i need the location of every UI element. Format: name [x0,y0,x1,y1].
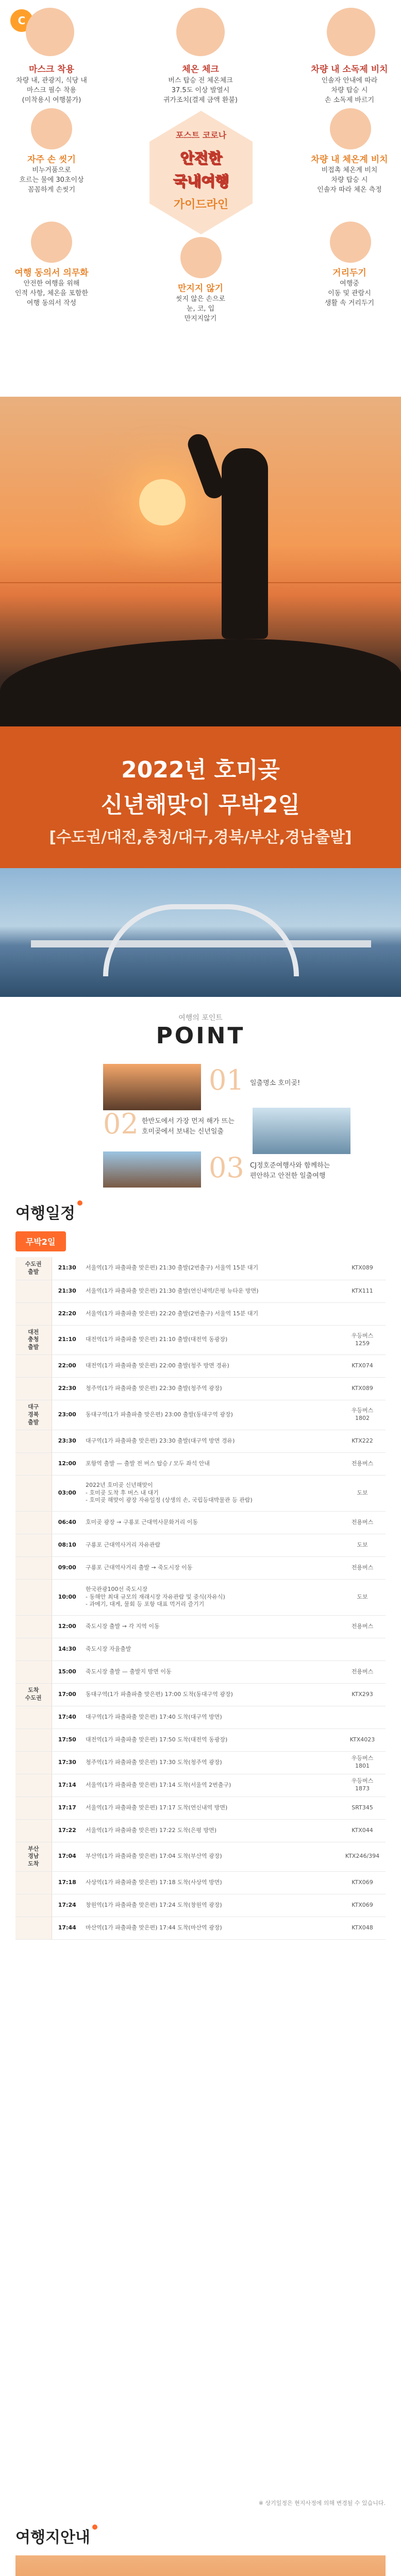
schedule-location [15,1872,52,1894]
schedule-location [15,1819,52,1842]
points-eyebrow: 여행의 포인트 [178,1014,223,1022]
no-touch-icon [180,237,222,278]
schedule-description: 부산역(1가 파출파출 맞은편) 17:04 도착(부산역 광장) [82,1842,339,1872]
schedule-transport: 전용버스 [339,1452,386,1475]
schedule-row [15,1355,386,1378]
schedule-description: 한국관광100선 죽도시장 - 동해안 최대 규모의 재래시장 자유관람 및 중식(자유식) - 과메기, 대게, 물회 등 포항 대표 먹거리 즐기기 [82,1579,339,1615]
guideline-title-3: 가이드라인 [173,198,229,211]
schedule-row [15,1894,386,1917]
schedule-transport: 전용버스 [339,1556,386,1579]
schedule-time: 22:20 [52,1302,82,1325]
schedule-transport: 도보 [339,1579,386,1615]
schedule-time: 09:00 [52,1556,82,1579]
schedule-time: 15:00 [52,1660,82,1683]
safety-title: 차량 내 체온계 비치 [311,155,388,165]
schedule-transport: KTX044 [339,1819,386,1842]
safety-body: 여행중 이동 및 관람시 생활 속 거리두기 [324,280,375,307]
safety-title: 자주 손 씻기 [27,155,76,165]
schedule-row [15,1452,386,1475]
schedule-transport: KTX069 [339,1894,386,1917]
safety-title: 차량 내 소독제 비치 [311,64,388,75]
schedule-transport: KTX089 [339,1378,386,1400]
point-number: 01 [209,1064,244,1096]
schedule-table [15,1257,386,1940]
schedule-description: 청주역(1가 파출파출 맞은편) 17:30 도착(청주역 광장) [82,1751,339,1774]
safety-body: 씻지 않은 손으로 눈, 코, 입 만지지않기 [175,295,226,323]
schedule-location [15,1774,52,1797]
guide-heading [15,2524,97,2547]
guideline-title-2: 국내여행 [173,173,229,190]
safety-title: 마스크 착용 [28,64,75,75]
sea-horizon [0,582,401,583]
schedule-location [15,1452,52,1475]
schedule-location: 수도권 출발 [15,1257,52,1280]
schedule-description: 서울역(1가 파출파출 맞은편) 17:22 도착(은평 방면) [82,1819,339,1842]
schedule-transport [339,1706,386,1728]
schedule-location [15,1917,52,1940]
itinerary-heading [15,1200,82,1223]
schedule-transport [339,1638,386,1660]
schedule-time: 17:00 [52,1683,82,1706]
page-title: 2022년 호미곶 [121,757,280,783]
schedule-time: 21:30 [52,1257,82,1280]
itinerary-note: ※ 상기일정은 현지사정에 의해 변경될 수 있습니다. [258,2500,386,2506]
schedule-description: 대전역(1가 파출파출 맞은편) 21:10 출발(대전역 동광장) [82,1325,339,1355]
schedule-row [15,1797,386,1819]
schedule-transport: KTX074 [339,1355,386,1378]
schedule-transport: 우등버스 1873 [339,1774,386,1797]
thermometer-icon [176,8,225,56]
schedule-time: 17:40 [52,1706,82,1728]
schedule-time: 17:14 [52,1774,82,1797]
schedule-transport: 우등버스 1801 [339,1751,386,1774]
schedule-time: 21:10 [52,1325,82,1355]
schedule-time: 12:00 [52,1452,82,1475]
schedule-location [15,1430,52,1452]
schedule-description: 대구역(1가 파출파출 맞은편) 17:40 도착(대구역 방면) [82,1706,339,1728]
mask-icon [26,8,74,56]
schedule-transport: 전용버스 [339,1660,386,1683]
schedule-description: 대전역(1가 파출파출 맞은편) 22:00 출발(청주 방면 경유) [82,1355,339,1378]
schedule-row [15,1430,386,1452]
hero-sunrise-photo [0,397,401,726]
schedule-row [15,1638,386,1660]
schedule-description: 서울역(1가 파출파출 맞은편) 22:20 출발(2번출구) 서울역 15분 대기 [82,1302,339,1325]
schedule-time: 06:40 [52,1511,82,1534]
safety-title: 체온 체크 [182,64,219,75]
schedule-location [15,1534,52,1556]
schedule-row [15,1475,386,1511]
guide-heading-text: 여행지안내 [15,2529,90,2547]
safety-title: 만지지 않기 [177,283,224,294]
schedule-row [15,1751,386,1774]
schedule-description: 죽도시장 출발 → 각 지역 이동 [82,1615,339,1638]
brand-logo: C [10,9,33,32]
title-banner [0,726,401,868]
schedule-time: 17:04 [52,1842,82,1872]
schedule-transport: KTX4023 [339,1728,386,1751]
schedule-location [15,1355,52,1378]
schedule-description: 서울역(1가 파출파출 맞은편) 17:14 도착(서울역 2번출구) [82,1774,339,1797]
schedule-time: 17:22 [52,1819,82,1842]
safety-guidelines [0,0,401,397]
schedule-row [15,1556,386,1579]
schedule-description: 동대구역(1가 파출파출 맞은편) 17:00 도착(동대구역 광장) [82,1683,339,1706]
schedule-location [15,1751,52,1774]
safety-title: 여행 동의서 의무화 [14,268,89,278]
guideline-label: 포스트 코로나 [175,130,227,140]
schedule-location [15,1638,52,1660]
schedule-row [15,1534,386,1556]
schedule-transport: KTX111 [339,1280,386,1302]
sun-graphic [139,479,186,526]
schedule-transport: KTX048 [339,1917,386,1940]
schedule-transport: 전용버스 [339,1615,386,1638]
schedule-time: 10:00 [52,1579,82,1615]
page-subtitle: 신년해맞이 무박2일 [101,792,300,818]
guideline-title-1: 안전한 [180,149,222,166]
schedule-transport: KTX089 [339,1257,386,1280]
sanitizer-icon [327,8,375,56]
schedule-location: 대전 충청 출발 [15,1325,52,1355]
point-number: 03 [209,1151,244,1184]
safety-body: 비누거품으로 흐르는 물에 30초이상 꼼꼼하게 손씻기 [19,166,84,194]
schedule-location [15,1378,52,1400]
schedule-location [15,1579,52,1615]
schedule-row [15,1325,386,1355]
schedule-location [15,1728,52,1751]
schedule-description: 동대구역(1가 파출파출 맞은편) 23:00 출발(동대구역 광장) [82,1400,339,1430]
schedule-row [15,1842,386,1872]
schedule-row [15,1615,386,1638]
schedule-description: 구룡포 근대역사거리 자유관람 [82,1534,339,1556]
schedule-transport: 도보 [339,1534,386,1556]
schedule-row [15,1774,386,1797]
schedule-location [15,1556,52,1579]
schedule-row [15,1400,386,1430]
day-badge: 무박2일 [15,1231,66,1251]
safety-body: 버스 탑승 전 체온체크 37.5도 이상 발열시 귀가조치(결제 금액 환불) [163,77,238,104]
schedule-time: 17:18 [52,1872,82,1894]
schedule-time: 22:00 [52,1355,82,1378]
schedule-description: 서울역(1가 파출파출 맞은편) 21:30 출발(2번출구) 서울역 15분 대기 [82,1257,339,1280]
bridge-arch [103,904,299,976]
document-icon [31,222,72,263]
schedule-row [15,1706,386,1728]
distance-icon [330,222,371,263]
schedule-description: 죽도시장 자율출발 [82,1638,339,1660]
schedule-location [15,1660,52,1683]
schedule-transport [339,1302,386,1325]
tour-points [0,997,401,1195]
rocks [0,639,401,726]
destination-guide [0,2519,401,2576]
schedule-location [15,1511,52,1534]
schedule-row [15,1917,386,1940]
schedule-location: 도착 수도권 [15,1683,52,1706]
schedule-description: 창원역(1가 파출파출 맞은편) 17:24 도착(창원역 광장) [82,1894,339,1917]
schedule-location [15,1706,52,1728]
schedule-transport: KTX293 [339,1683,386,1706]
point-number: 02 [103,1108,139,1140]
schedule-time: 17:30 [52,1751,82,1774]
schedule-row [15,1302,386,1325]
schedule-transport: 우등버스 1802 [339,1400,386,1430]
schedule-transport: KTX222 [339,1430,386,1452]
point-text: 일출명소 호미곶! [250,1079,300,1087]
schedule-transport: KTX246/394 [339,1842,386,1872]
schedule-location [15,1280,52,1302]
schedule-row [15,1579,386,1615]
schedule-time: 14:30 [52,1638,82,1660]
schedule-location [15,1302,52,1325]
schedule-location [15,1894,52,1917]
schedule-time: 22:30 [52,1378,82,1400]
schedule-transport: 우등버스 1259 [339,1325,386,1355]
schedule-time: 08:10 [52,1534,82,1556]
schedule-location: 부산 경남 도착 [15,1842,52,1872]
schedule-description: 포항역 출발 — 출발 전 버스 탑승 / 모두 좌석 안내 [82,1452,339,1475]
schedule-time: 17:24 [52,1894,82,1917]
safety-title: 거리두기 [332,268,366,278]
schedule-time: 17:50 [52,1728,82,1751]
safety-body: 차량 내, 관광지, 식당 내 마스크 필수 착용 (미착용시 여행불가) [16,77,87,104]
schedule-description: 대전역(1가 파출파출 맞은편) 17:50 도착(대전역 동광장) [82,1728,339,1751]
bus-thermometer-icon [330,108,371,149]
departure-regions: [수도권/대전,충청/대구,경북/부산,경남출발] [49,828,352,846]
schedule-description: 청주역(1가 파출파출 맞은편) 22:30 출발(청주역 광장) [82,1378,339,1400]
schedule-description: 마산역(1가 파출파출 맞은편) 17:44 도착(마산역 광장) [82,1917,339,1940]
safety-body: 안전한 여행을 위해 인적 사항, 체온을 포함한 여행 동의서 작성 [14,280,89,307]
schedule-description: 2022년 호미곶 신년해맞이 - 호미곶 도착 후 버스 내 대기 - 호미곶 해맞이 광장 자유일정 (상생의 손, 국립등대박물관 등 관람) [82,1475,339,1511]
schedule-description: 서울역(1가 파출파출 맞은편) 21:30 출발(연신내역/은평 뉴타운 방면) [82,1280,339,1302]
itinerary-section [0,1195,401,2519]
schedule-row [15,1872,386,1894]
schedule-description: 호미곶 광장 → 구룡포 근대역사문화거리 이동 [82,1511,339,1534]
hand-finger [185,431,227,501]
hand-sculpture [222,448,268,639]
schedule-row [15,1683,386,1706]
schedule-description: 구룡포 근대역사거리 출발 → 죽도시장 이동 [82,1556,339,1579]
schedule-row [15,1257,386,1280]
schedule-location [15,1615,52,1638]
schedule-time: 17:17 [52,1797,82,1819]
schedule-row [15,1280,386,1302]
schedule-transport: 도보 [339,1475,386,1511]
schedule-transport: 전용버스 [339,1511,386,1534]
schedule-time: 21:30 [52,1280,82,1302]
point-photo-temple [103,1151,201,1188]
point-text: 한반도에서 가장 먼저 해가 뜨는 호미곶에서 보내는 신년일출 [142,1117,235,1136]
schedule-location [15,1797,52,1819]
bridge-photo [0,868,401,997]
schedule-time: 17:44 [52,1917,82,1940]
photo-homigot [15,2555,386,2576]
schedule-description: 대구역(1가 파출파출 맞은편) 23:30 출발(대구역 방면 경유) [82,1430,339,1452]
schedule-description: 죽도시장 출발 — 출발지 방면 이동 [82,1660,339,1683]
schedule-location [15,1475,52,1511]
point-photo-coast [253,1108,350,1154]
schedule-row [15,1511,386,1534]
schedule-time: 23:30 [52,1430,82,1452]
schedule-location: 대구 경북 출발 [15,1400,52,1430]
schedule-transport: SRT345 [339,1797,386,1819]
safety-body: 인솔자 안내에 따라 차량 탑승 시 손 소독제 바르기 [321,77,378,104]
schedule-description: 서울역(1가 파출파출 맞은편) 17:17 도착(연신내역 방면) [82,1797,339,1819]
schedule-row [15,1728,386,1751]
schedule-row [15,1378,386,1400]
points-heading: POINT [156,1023,245,1049]
heading-dot [77,1200,82,1206]
schedule-transport: KTX069 [339,1872,386,1894]
schedule-description: 사상역(1가 파출파출 맞은편) 17:18 도착(사상역 방면) [82,1872,339,1894]
handwash-icon [31,108,72,149]
schedule-row [15,1660,386,1683]
point-photo-sunrise [103,1064,201,1110]
schedule-time: 23:00 [52,1400,82,1430]
itinerary-heading-text: 여행일정 [15,1205,75,1223]
schedule-row [15,1819,386,1842]
schedule-time: 03:00 [52,1475,82,1511]
safety-body: 비접촉 체온계 비치 차량 탑승 시 인솔자 따라 체온 측정 [317,166,382,194]
point-text: CJ정호준여행사와 함께하는 편안하고 안전한 일출여행 [250,1162,330,1180]
schedule-time: 12:00 [52,1615,82,1638]
heading-dot [92,2524,97,2530]
